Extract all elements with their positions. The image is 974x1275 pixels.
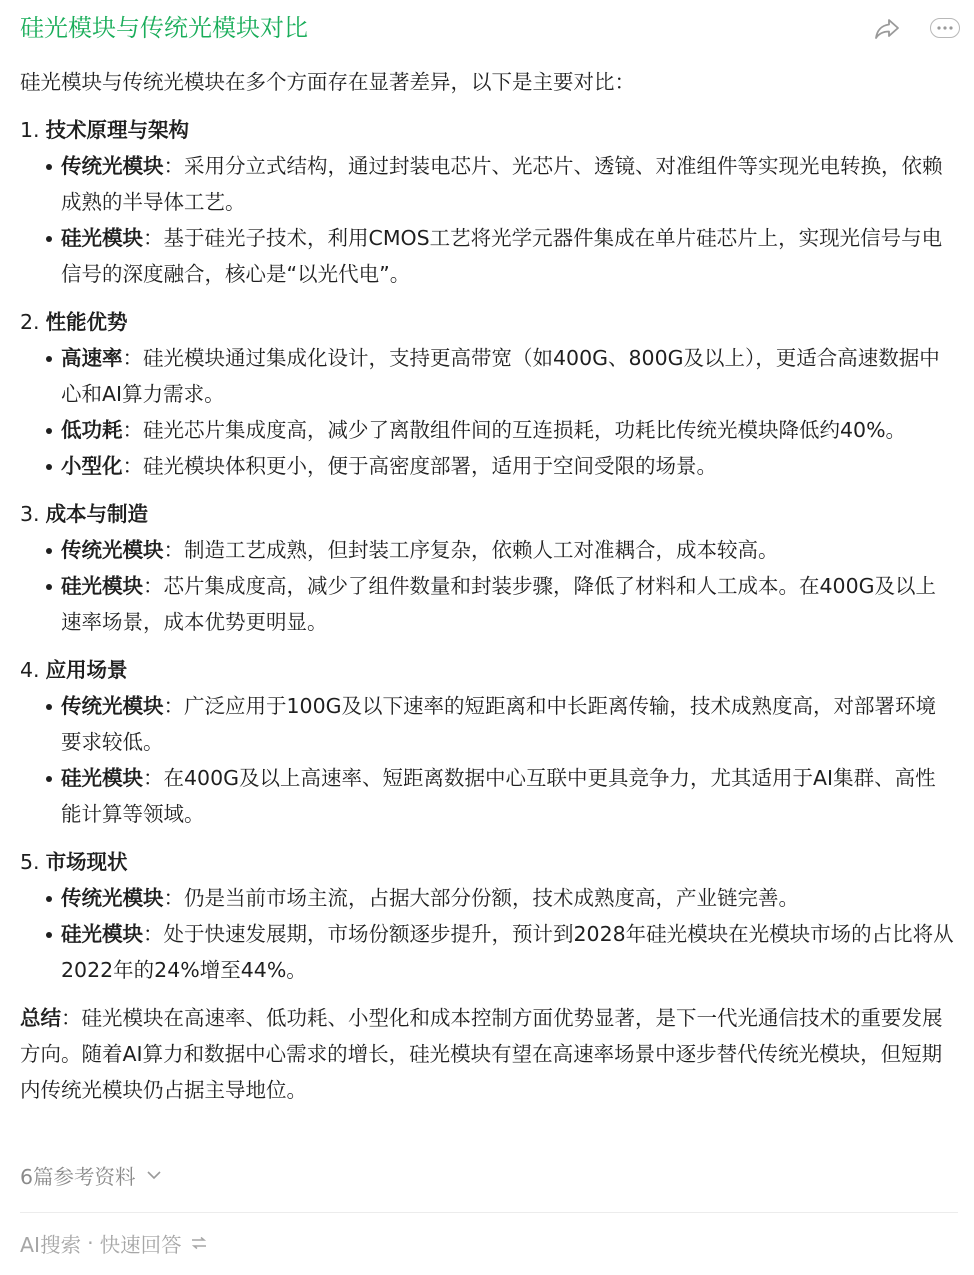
- bullet-list: [20, 532, 954, 640]
- item-text: 采用分立式结构，通过封装电芯片、光芯片、透镜、对准组件等实现光电转换，依赖成熟的半导体工艺。: [61, 154, 943, 214]
- item-label: 硅光模块: [61, 922, 143, 946]
- mode-switch[interactable]: [100, 1228, 208, 1258]
- section-heading: [20, 304, 954, 340]
- item-label: 传统光模块: [61, 538, 164, 562]
- bullet-list: [20, 148, 954, 292]
- answer-title: 硅光模块与传统光模块对比: [20, 14, 308, 42]
- item-label: 传统光模块: [61, 694, 164, 718]
- item-text: 芯片集成度高，减少了组件数量和封装步骤，降低了材料和人工成本。在400G及以上速率场景，成本优势更明显。: [61, 574, 937, 634]
- bullet-list: [20, 880, 954, 988]
- list-item: 传统光模块：制造工艺成熟，但封装工序复杂，依赖人工对准耦合，成本较高。: [20, 532, 954, 568]
- references-label: 6篇参考资料: [20, 1165, 136, 1189]
- summary-label: 总结: [20, 1006, 61, 1030]
- references-toggle[interactable]: [20, 1160, 162, 1190]
- section-heading: [20, 112, 954, 148]
- divider: [20, 1212, 958, 1213]
- list-item: 高速率：硅光模块通过集成化设计，支持更高带宽（如400G、800G及以上），更适合高速数据中心和AI算力需求。: [20, 340, 954, 412]
- section-market: [20, 844, 954, 988]
- section-title: 应用场景: [45, 658, 128, 682]
- separator: ·: [87, 1231, 94, 1255]
- item-label: 小型化: [61, 454, 123, 478]
- list-item: 硅光模块：芯片集成度高，减少了组件数量和封装步骤，降低了材料和人工成本。在400G及以上速率场景，成本优势更明显。: [20, 568, 954, 640]
- list-item: 小型化：硅光模块体积更小，便于高密度部署，适用于空间受限的场景。: [20, 448, 954, 484]
- item-text: 广泛应用于100G及以下速率的短距离和中长距离传输，技术成熟度高，对部署环境要求较低。: [61, 694, 937, 754]
- list-item: 低功耗：硅光芯片集成度高，减少了离散组件间的互连损耗，功耗比传统光模块降低约40%。: [20, 412, 954, 448]
- summary-paragraph: 总结：硅光模块在高速率、低功耗、小型化和成本控制方面优势显著，是下一代光通信技术的重要发展方向。随着AI算力和数据中心需求的增长，硅光模块有望在高速率场景中逐步替代传统光模块，但短期内传统光模块仍占据主导地位。: [20, 1006, 943, 1102]
- item-text: 基于硅光子技术，利用CMOS工艺将光学元器件集成在单片硅芯片上，实现光信号与电信号的深度融合，核心是“以光代电”。: [61, 226, 943, 286]
- mode-label: 快速回答: [99, 1233, 182, 1257]
- section-performance: [20, 304, 954, 484]
- item-text: 仍是当前市场主流，占据大部分份额，技术成熟度高，产业链完善。: [184, 886, 799, 910]
- list-item: 传统光模块：仍是当前市场主流，占据大部分份额，技术成熟度高，产业链完善。: [20, 880, 954, 916]
- more-icon: [936, 25, 954, 31]
- item-label: 硅光模块: [61, 574, 143, 598]
- section-cost: [20, 496, 954, 640]
- item-text: 硅光模块通过集成化设计，支持更高带宽（如400G、800G及以上），更适合高速数据中心和AI算力需求。: [61, 346, 940, 406]
- item-label: 硅光模块: [61, 766, 143, 790]
- list-item: 硅光模块：处于快速发展期，市场份额逐步提升，预计到2028年硅光模块在光模块市场的占比将从2022年的24%增至44%。: [20, 916, 954, 988]
- item-label: 传统光模块: [61, 886, 164, 910]
- section-heading: [20, 496, 954, 532]
- more-options-button[interactable]: [930, 18, 960, 38]
- chevron-down-icon: [146, 1170, 162, 1180]
- section-heading: [20, 652, 954, 688]
- section-number: 4.: [20, 658, 40, 682]
- item-text: 硅光模块体积更小，便于高密度部署，适用于空间受限的场景。: [143, 454, 717, 478]
- item-label: 硅光模块: [61, 226, 143, 250]
- bullet-list: [20, 340, 954, 484]
- section-number: 2.: [20, 310, 40, 334]
- summary-text: 硅光模块在高速率、低功耗、小型化和成本控制方面优势显著，是下一代光通信技术的重要发展方向。随着AI算力和数据中心需求的增长，硅光模块有望在高速率场景中逐步替代传统光模块，但短期内传统光模块仍占据主导地位。: [20, 1006, 943, 1102]
- answer-body: [20, 64, 954, 1108]
- switch-icon: [190, 1236, 208, 1250]
- item-text: 制造工艺成熟，但封装工序复杂，依赖人工对准耦合，成本较高。: [184, 538, 779, 562]
- item-label: 传统光模块: [61, 154, 164, 178]
- item-label: 低功耗: [61, 418, 123, 442]
- item-text: 在400G及以上高速率、短距离数据中心互联中更具竞争力，尤其适用于AI集群、高性能计算等领域。: [61, 766, 936, 826]
- bullet-list: [20, 688, 954, 832]
- section-applications: [20, 652, 954, 832]
- section-heading: [20, 844, 954, 880]
- section-title: 技术原理与架构: [45, 118, 190, 142]
- list-item: 传统光模块：采用分立式结构，通过封装电芯片、光芯片、透镜、对准组件等实现光电转换，依赖成熟的半导体工艺。: [20, 148, 954, 220]
- share-button[interactable]: [872, 14, 902, 44]
- section-title: 市场现状: [45, 850, 128, 874]
- list-item: 传统光模块：广泛应用于100G及以下速率的短距离和中长距离传输，技术成熟度高，对部署环境要求较低。: [20, 688, 954, 760]
- list-item: 硅光模块：在400G及以上高速率、短距离数据中心互联中更具竞争力，尤其适用于AI集群、高性能计算等领域。: [20, 760, 954, 832]
- source-label: AI搜索: [20, 1233, 82, 1257]
- section-tech: [20, 112, 954, 292]
- section-number: 5.: [20, 850, 40, 874]
- item-text: 硅光芯片集成度高，减少了离散组件间的互连损耗，功耗比传统光模块降低约40%。: [143, 418, 907, 442]
- item-label: 高速率: [61, 346, 123, 370]
- intro-paragraph: 硅光模块与传统光模块在多个方面存在显著差异，以下是主要对比：: [20, 70, 635, 94]
- section-title: 成本与制造: [45, 502, 149, 526]
- list-item: 硅光模块：基于硅光子技术，利用CMOS工艺将光学元器件集成在单片硅芯片上，实现光信号与电信号的深度融合，核心是“以光代电”。: [20, 220, 954, 292]
- item-text: 处于快速发展期，市场份额逐步提升，预计到2028年硅光模块在光模块市场的占比将从2022年的24%增至44%。: [61, 922, 954, 982]
- share-icon: [874, 17, 900, 41]
- section-title: 性能优势: [45, 310, 128, 334]
- section-number: 3.: [20, 502, 40, 526]
- answer-footer: [20, 1228, 208, 1258]
- section-number: 1.: [20, 118, 40, 142]
- answer-header: [20, 10, 960, 48]
